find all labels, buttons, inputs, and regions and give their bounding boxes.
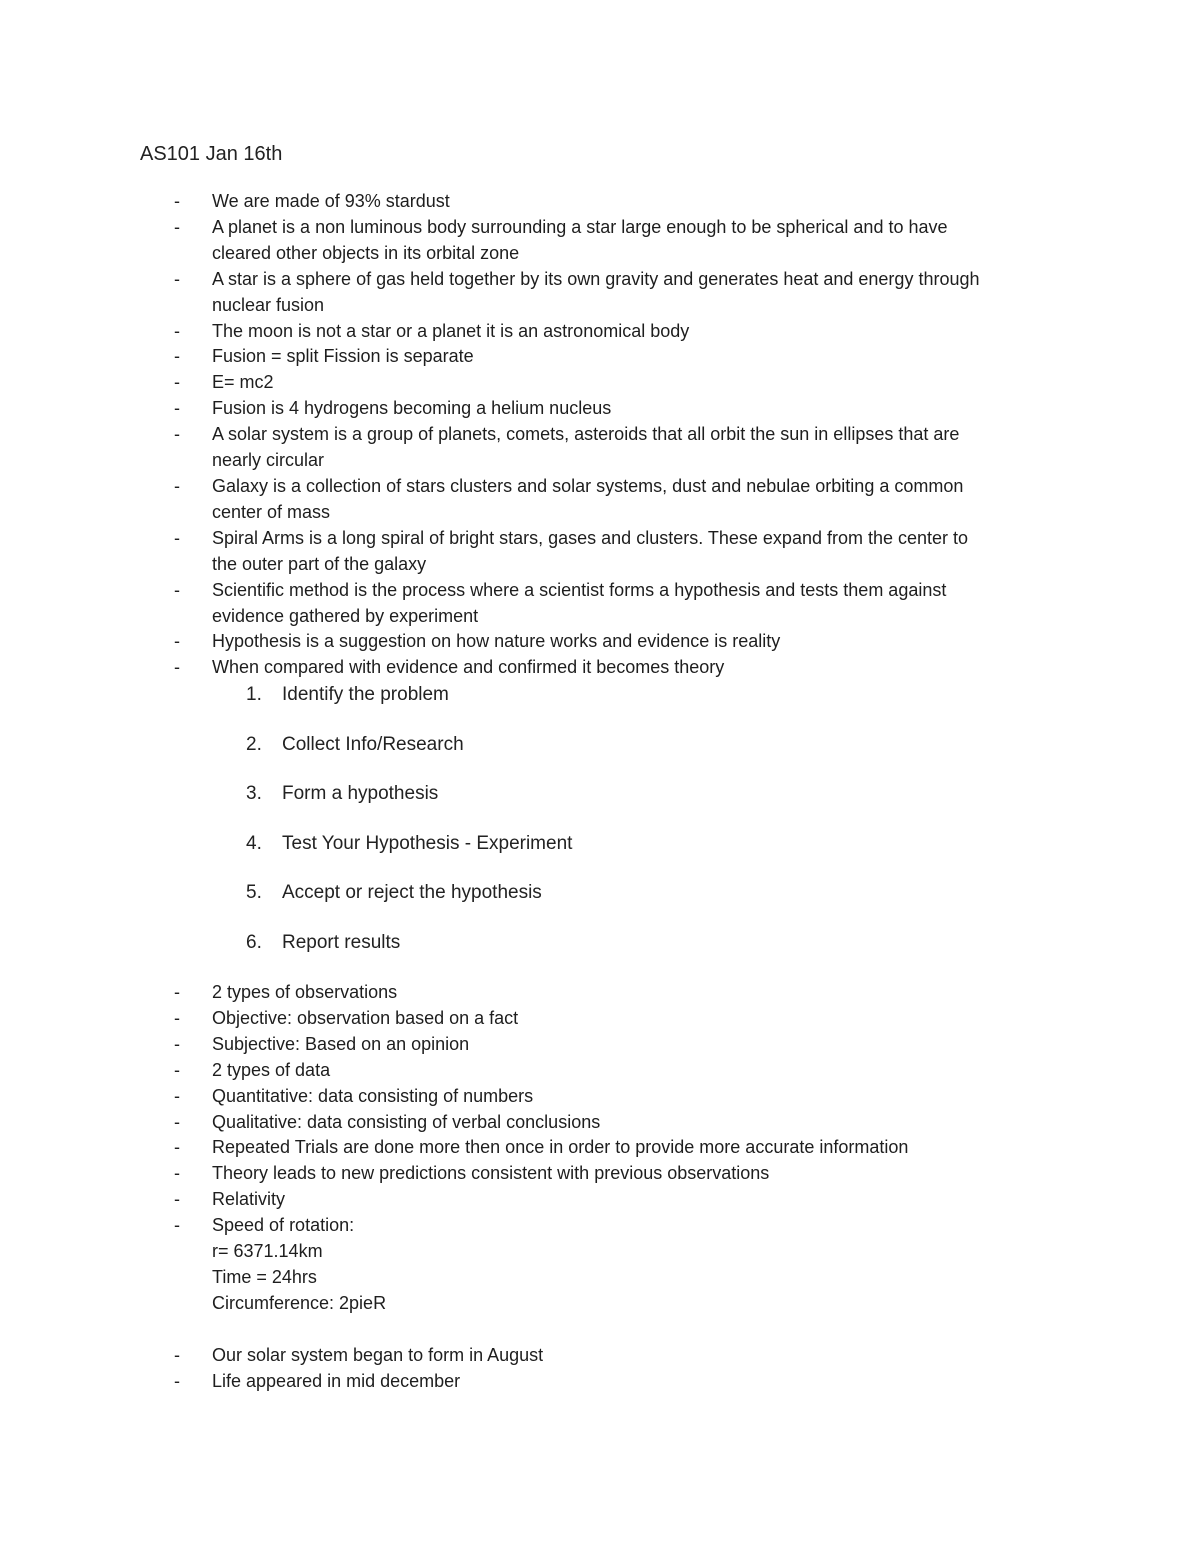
list-item-text: nearly circular — [212, 450, 325, 471]
list-item — [0, 1058, 1062, 1084]
bullet-dash: - — [174, 398, 180, 419]
bullet-dash: - — [174, 216, 180, 237]
list-item-text: Life appeared in mid december — [212, 1370, 461, 1391]
list-item — [0, 319, 1062, 345]
list-item — [0, 578, 1062, 630]
list-item-text: Relativity — [212, 1189, 286, 1210]
list-item — [0, 1110, 1062, 1136]
list-item — [0, 189, 1062, 215]
list-item — [0, 1369, 1062, 1395]
list-item — [0, 1187, 1062, 1213]
step-text: Report results — [282, 931, 401, 953]
bullet-dash: - — [174, 372, 180, 393]
list-item — [0, 629, 1062, 655]
step-number: 3. — [246, 783, 262, 804]
bullet-dash: - — [174, 424, 180, 445]
list-item — [0, 215, 1062, 267]
step-item — [0, 831, 1200, 881]
list-item-text: Fusion is 4 hydrogens becoming a helium nucleus — [212, 398, 612, 419]
bullet-dash: - — [174, 1345, 180, 1365]
step-item — [0, 682, 1200, 732]
list-item — [0, 1032, 1062, 1058]
notes-list-3 — [0, 1343, 1200, 1395]
step-text: Accept or reject the hypothesis — [282, 882, 542, 903]
list-item-text: the outer part of the galaxy — [212, 553, 427, 574]
page-title: AS101 Jan 16th — [140, 143, 283, 165]
step-text: Identify the problem — [282, 684, 449, 705]
list-item — [0, 1084, 1062, 1110]
bullet-dash: - — [174, 579, 180, 600]
list-item-text: Fusion = split Fission is separate — [212, 346, 474, 367]
bullet-dash: - — [174, 191, 180, 211]
list-item — [0, 422, 1062, 474]
bullet-dash: - — [174, 527, 180, 548]
list-item-text: evidence gathered by experiment — [212, 605, 479, 626]
list-item-text: Speed of rotation: — [212, 1215, 355, 1236]
list-item-text: 2 types of observations — [212, 982, 398, 1002]
bullet-dash: - — [174, 320, 180, 341]
list-item-text: Quantitative: data consisting of numbers — [212, 1085, 534, 1106]
list-item-text: Circumference: 2pieR — [212, 1292, 387, 1313]
list-item-text: The moon is not a star or a planet it is an astronomical body — [212, 320, 690, 341]
list-item-text: A solar system is a group of planets, comets, asteroids that all orbit the sun in ellipses that are — [212, 424, 960, 445]
bullet-dash: - — [174, 1370, 180, 1391]
bullet-dash: - — [174, 1059, 180, 1080]
list-item-text: Objective: observation based on a fact — [212, 1007, 519, 1028]
bullet-dash: - — [174, 1111, 180, 1132]
step-number: 1. — [246, 684, 262, 705]
step-number: 6. — [246, 931, 262, 953]
list-item-text: Hypothesis is a suggestion on how nature works and evidence is reality — [212, 631, 781, 652]
step-text: Form a hypothesis — [282, 783, 439, 804]
list-item-text: A planet is a non luminous body surrounding a star large enough to be spherical and to have — [212, 216, 948, 237]
bullet-dash: - — [174, 1137, 180, 1158]
list-item — [0, 344, 1062, 370]
list-item-text: We are made of 93% stardust — [212, 191, 450, 211]
list-item-text: r= 6371.14km — [212, 1241, 323, 1262]
list-item-text: E= mc2 — [212, 372, 274, 393]
list-item-text: When compared with evidence and confirmed it becomes theory — [212, 657, 725, 678]
list-item — [0, 1006, 1062, 1032]
list-item — [0, 1161, 1062, 1187]
bullet-dash: - — [174, 1033, 180, 1054]
step-item — [0, 781, 1200, 831]
bullet-dash: - — [174, 1163, 180, 1184]
list-item — [0, 655, 1062, 681]
step-text: Collect Info/Research — [282, 733, 464, 755]
bullet-dash: - — [174, 982, 180, 1002]
bullet-dash: - — [174, 657, 180, 678]
step-item — [0, 930, 1200, 980]
list-item-text: Qualitative: data consisting of verbal conclusions — [212, 1111, 601, 1132]
list-item-text: Theory leads to new predictions consistent with previous observations — [212, 1163, 770, 1184]
bullet-dash: - — [174, 346, 180, 367]
list-item-text: Galaxy is a collection of stars clusters and solar systems, dust and nebulae orbiting a common — [212, 475, 964, 496]
bullet-dash: - — [174, 1189, 180, 1210]
list-item — [0, 1213, 1062, 1317]
scientific-method-steps — [0, 682, 1200, 979]
bullet-dash: - — [174, 631, 180, 652]
step-number: 2. — [246, 733, 262, 755]
list-item-text: 2 types of data — [212, 1059, 331, 1080]
bullet-dash: - — [174, 1007, 180, 1028]
list-item-text: Time = 24hrs — [212, 1266, 317, 1287]
step-text: Test Your Hypothesis - Experiment — [282, 832, 573, 854]
list-item-text: Repeated Trials are done more then once in order to provide more accurate information — [212, 1137, 909, 1158]
list-item — [0, 980, 1062, 1006]
list-item-text: Our solar system began to form in August — [212, 1345, 544, 1365]
list-item — [0, 474, 1062, 526]
step-item — [0, 732, 1200, 782]
notes-list-1 — [0, 189, 1200, 681]
list-item-text: A star is a sphere of gas held together by its own gravity and generates heat and energy through — [212, 268, 980, 289]
list-item-text: Spiral Arms is a long spiral of bright stars, gases and clusters. These expand from the center to — [212, 527, 969, 548]
list-item-text: Subjective: Based on an opinion — [212, 1033, 470, 1054]
step-number: 4. — [246, 832, 262, 854]
step-number: 5. — [246, 882, 262, 903]
bullet-dash: - — [174, 1215, 180, 1236]
list-item — [0, 1135, 1062, 1161]
list-item-text: Scientific method is the process where a scientist forms a hypothesis and tests them against — [212, 579, 947, 600]
list-item — [0, 267, 1062, 319]
list-item-text: nuclear fusion — [212, 294, 325, 315]
list-item — [0, 370, 1062, 396]
step-item — [0, 880, 1200, 930]
list-item-text: center of mass — [212, 501, 331, 522]
list-item — [0, 396, 1062, 422]
list-item-text: cleared other objects in its orbital zone — [212, 242, 520, 263]
bullet-dash: - — [174, 475, 180, 496]
list-item — [0, 526, 1062, 578]
list-item — [0, 1343, 1062, 1369]
bullet-dash: - — [174, 268, 180, 289]
bullet-dash: - — [174, 1085, 180, 1106]
notes-list-2 — [0, 980, 1200, 1317]
